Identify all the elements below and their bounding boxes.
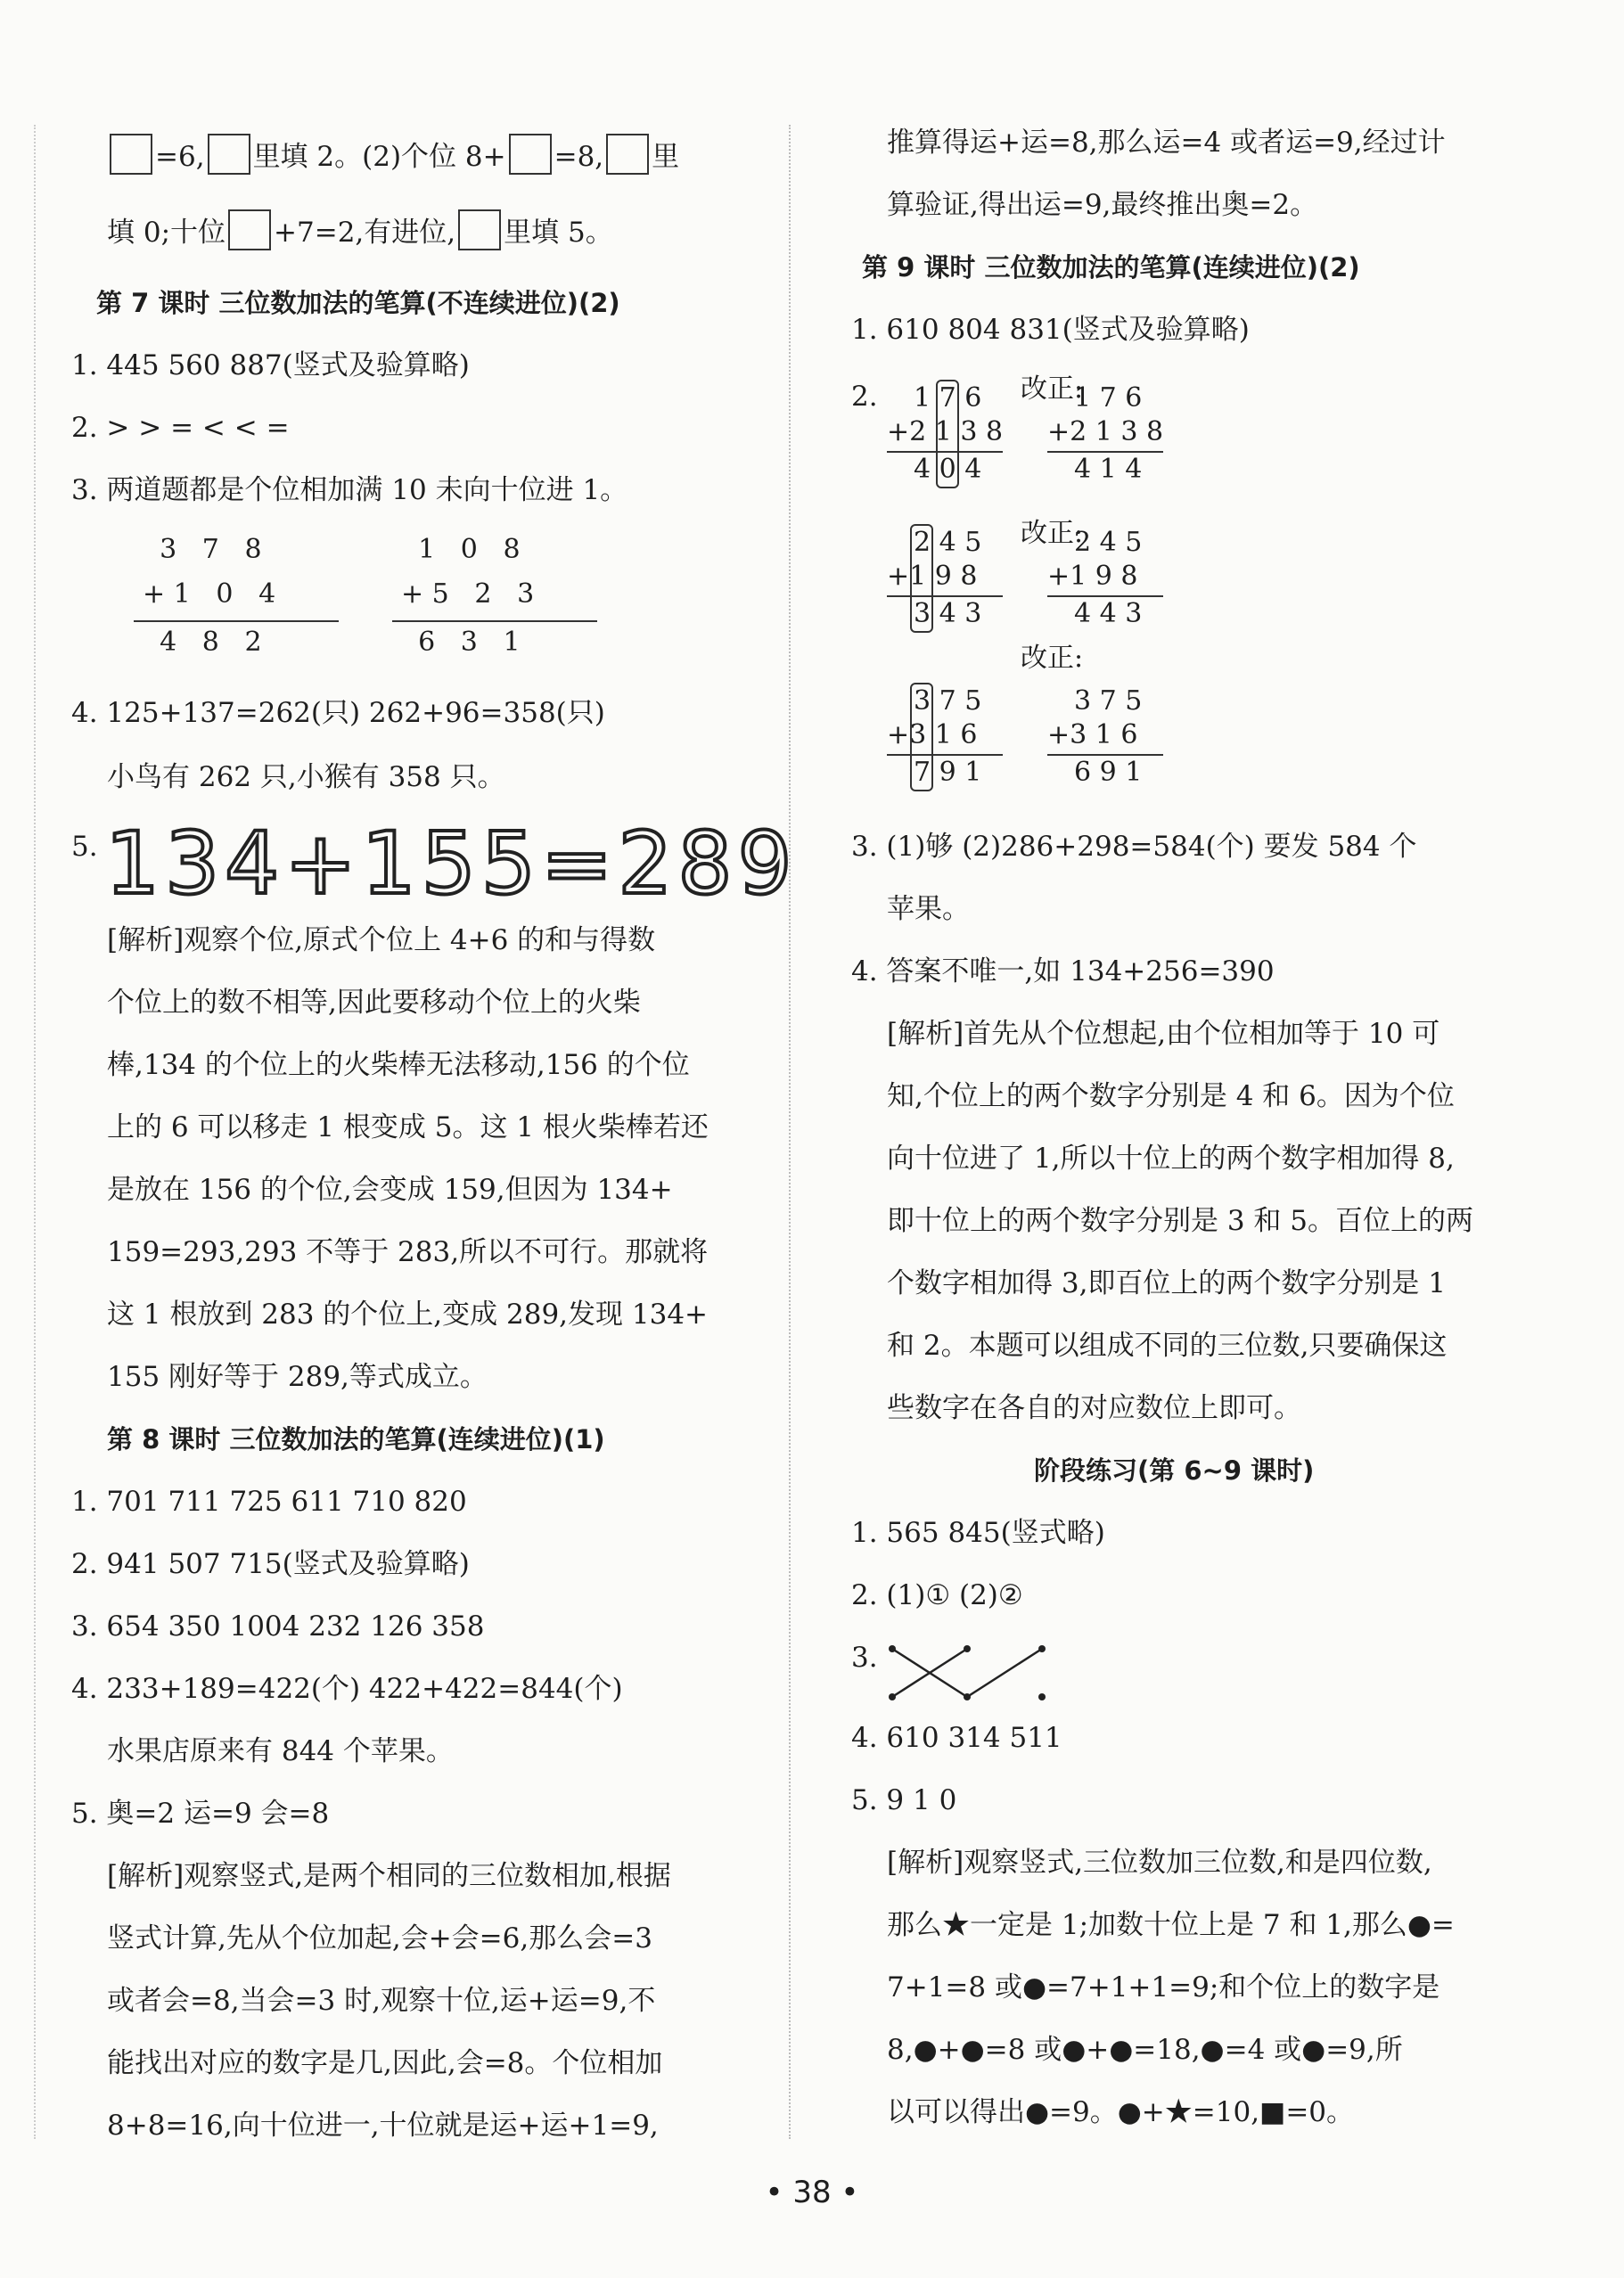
- matchstick-equation: [105, 814, 798, 914]
- answer-line: 4. 610 314 511: [851, 1722, 1062, 1754]
- answer-line: 5. 9 1 0: [851, 1784, 957, 1816]
- answer-line: 2. > > = < < =: [71, 412, 290, 444]
- matching-lines-diagram: [887, 1642, 1065, 1704]
- answer-line: 2. (1)① (2)②: [851, 1579, 1023, 1611]
- analysis-line: 推算得运+运=8,那么运=4 或者运=9,经过计: [887, 127, 1446, 159]
- answer-line: 2. 941 507 715(竖式及验算略): [71, 1548, 470, 1580]
- blank-box: [228, 209, 271, 250]
- page-number: • 38 •: [765, 2175, 859, 2210]
- analysis-line: 上的 6 可以移走 1 根变成 5。这 1 根火柴棒若还: [107, 1111, 709, 1143]
- analysis-line: 或者会=8,当会=3 时,观察十位,运+运=9,不: [107, 1985, 656, 2017]
- answer-line: 水果店原来有 844 个苹果。: [107, 1735, 454, 1767]
- analysis-line: 8+8=16,向十位进一,十位就是运+运+1=9,: [107, 2110, 659, 2142]
- section-heading: 阶段练习(第 6~9 课时): [1034, 1455, 1315, 1486]
- blank-box: [606, 134, 649, 175]
- analysis-line: 竖式计算,先从个位加起,会+会=6,那么会=3: [107, 1922, 652, 1954]
- analysis-line: 155 刚好等于 289,等式成立。: [107, 1361, 488, 1393]
- highlight-box: [936, 380, 959, 488]
- analysis-line: [解析]首先从个位想起,由个位相加等于 10 可: [887, 1018, 1440, 1050]
- left-margin-line: [34, 125, 36, 2139]
- answer-line: 1. 565 845(竖式略): [851, 1517, 1105, 1549]
- answer-line: 3. (1)够 (2)286+298=584(个) 要发 584 个: [851, 831, 1417, 863]
- analysis-line: 和 2。本题可以组成不同的三位数,只要确保这: [887, 1330, 1448, 1362]
- blank-box: [208, 134, 250, 175]
- answer-line: 小鸟有 262 只,小猴有 358 只。: [107, 761, 505, 793]
- analysis-line: [解析]观察个位,原式个位上 4+6 的和与得数: [107, 924, 656, 956]
- analysis-line: 算验证,得出运=9,最终推出奥=2。: [887, 189, 1318, 221]
- answer-line: 1. 610 804 831(竖式及验算略): [851, 314, 1250, 346]
- analysis-line: 个位上的数不相等,因此要移动个位上的火柴: [107, 987, 641, 1019]
- analysis-line: 8,●+●=8 或●+●=18,●=4 或●=9,所: [887, 2034, 1403, 2066]
- answer-line: 1. 445 560 887(竖式及验算略): [71, 349, 470, 381]
- column-divider: [789, 125, 791, 2139]
- analysis-line: 即十位上的两个数字分别是 3 和 5。百位上的两: [887, 1205, 1474, 1237]
- section-heading: 第 8 课时 三位数加法的笔算(连续进位)(1): [107, 1424, 605, 1454]
- correction-group: 1 7 6 +2 1 3 8 4 0 4 改正: 1 7 6 +2 1 3 8 4 1 4: [887, 383, 1511, 508]
- answer-line: 3. 两道题都是个位相加满 10 未向十位进 1。: [71, 474, 628, 506]
- answer-line: 1. 701 711 725 611 710 820: [71, 1486, 467, 1518]
- analysis-line: [解析]观察竖式,三位数加三位数,和是四位数,: [887, 1847, 1432, 1879]
- answer-line: 2.: [851, 381, 878, 413]
- answer-line: 3. 654 350 1004 232 126 358: [71, 1610, 485, 1643]
- correction-group: 3 7 5 +3 1 6 7 9 1 改正: 3 7 5 +3 1 6 6 9 1: [887, 686, 1511, 811]
- analysis-line: 那么★一定是 1;加数十位上是 7 和 1,那么●=: [887, 1909, 1455, 1941]
- section-heading: 第 7 课时 三位数加法的笔算(不连续进位)(2): [96, 288, 620, 318]
- highlight-box: [910, 524, 933, 633]
- analysis-line: 7+1=8 或●=7+1+1=9;和个位上的数字是: [887, 1971, 1440, 2003]
- blank-box: [110, 134, 152, 175]
- answer-line: 4. 233+189=422(个) 422+422=844(个): [71, 1673, 623, 1705]
- section-heading: 第 9 课时 三位数加法的笔算(连续进位)(2): [862, 252, 1360, 283]
- analysis-line: 向十位进了 1,所以十位上的两个数字相加得 8,: [887, 1143, 1455, 1175]
- vertical-addition: 1 0 8 + 5 2 3 6 3 1: [365, 535, 633, 668]
- vertical-addition: 3 7 8 + 1 0 4 4 8 2: [107, 535, 374, 668]
- analysis-line: 能找出对应的数字是几,因此,会=8。个位相加: [107, 2047, 663, 2079]
- highlight-box: [910, 683, 933, 791]
- analysis-line: [解析]观察竖式,是两个相同的三位数相加,根据: [107, 1860, 671, 1892]
- answer-line: 4. 答案不唯一,如 134+256=390: [851, 955, 1275, 987]
- analysis-line: 159=293,293 不等于 283,所以不可行。那就将: [107, 1236, 709, 1268]
- analysis-line: 以可以得出●=9。●+★=10,■=0。: [887, 2096, 1355, 2128]
- correction-group: 2 4 5 +1 9 8 3 4 3 改正: 2 4 5 +1 9 8 4 4 3: [887, 528, 1511, 652]
- analysis-line: 这 1 根放到 283 的个位上,变成 289,发现 134+: [107, 1299, 709, 1331]
- answer-line: 5. 奥=2 运=9 会=8: [71, 1798, 330, 1830]
- answer-line: 苹果。: [887, 893, 970, 925]
- answer-line: =6, 里填 2。(2)个位 8+ =8, 里: [107, 134, 679, 175]
- answer-line: 3.: [851, 1642, 878, 1674]
- answer-line: 填 0;十位 +7=2,有进位, 里填 5。: [107, 209, 613, 250]
- analysis-line: 棒,134 的个位上的火柴棒无法移动,156 的个位: [107, 1049, 690, 1081]
- blank-box: [509, 134, 552, 175]
- analysis-line: 是放在 156 的个位,会变成 159,但因为 134+: [107, 1174, 673, 1206]
- answer-line: 4. 125+137=262(只) 262+96=358(只): [71, 697, 605, 729]
- matchstick-text: 134+155=289: [105, 814, 798, 914]
- analysis-line: 个数字相加得 3,即百位上的两个数字分别是 1: [887, 1267, 1447, 1299]
- blank-box: [458, 209, 501, 250]
- analysis-line: 些数字在各自的对应数位上即可。: [887, 1392, 1301, 1424]
- analysis-line: 知,个位上的两个数字分别是 4 和 6。因为个位: [887, 1080, 1455, 1112]
- answer-line: 5.: [71, 831, 98, 863]
